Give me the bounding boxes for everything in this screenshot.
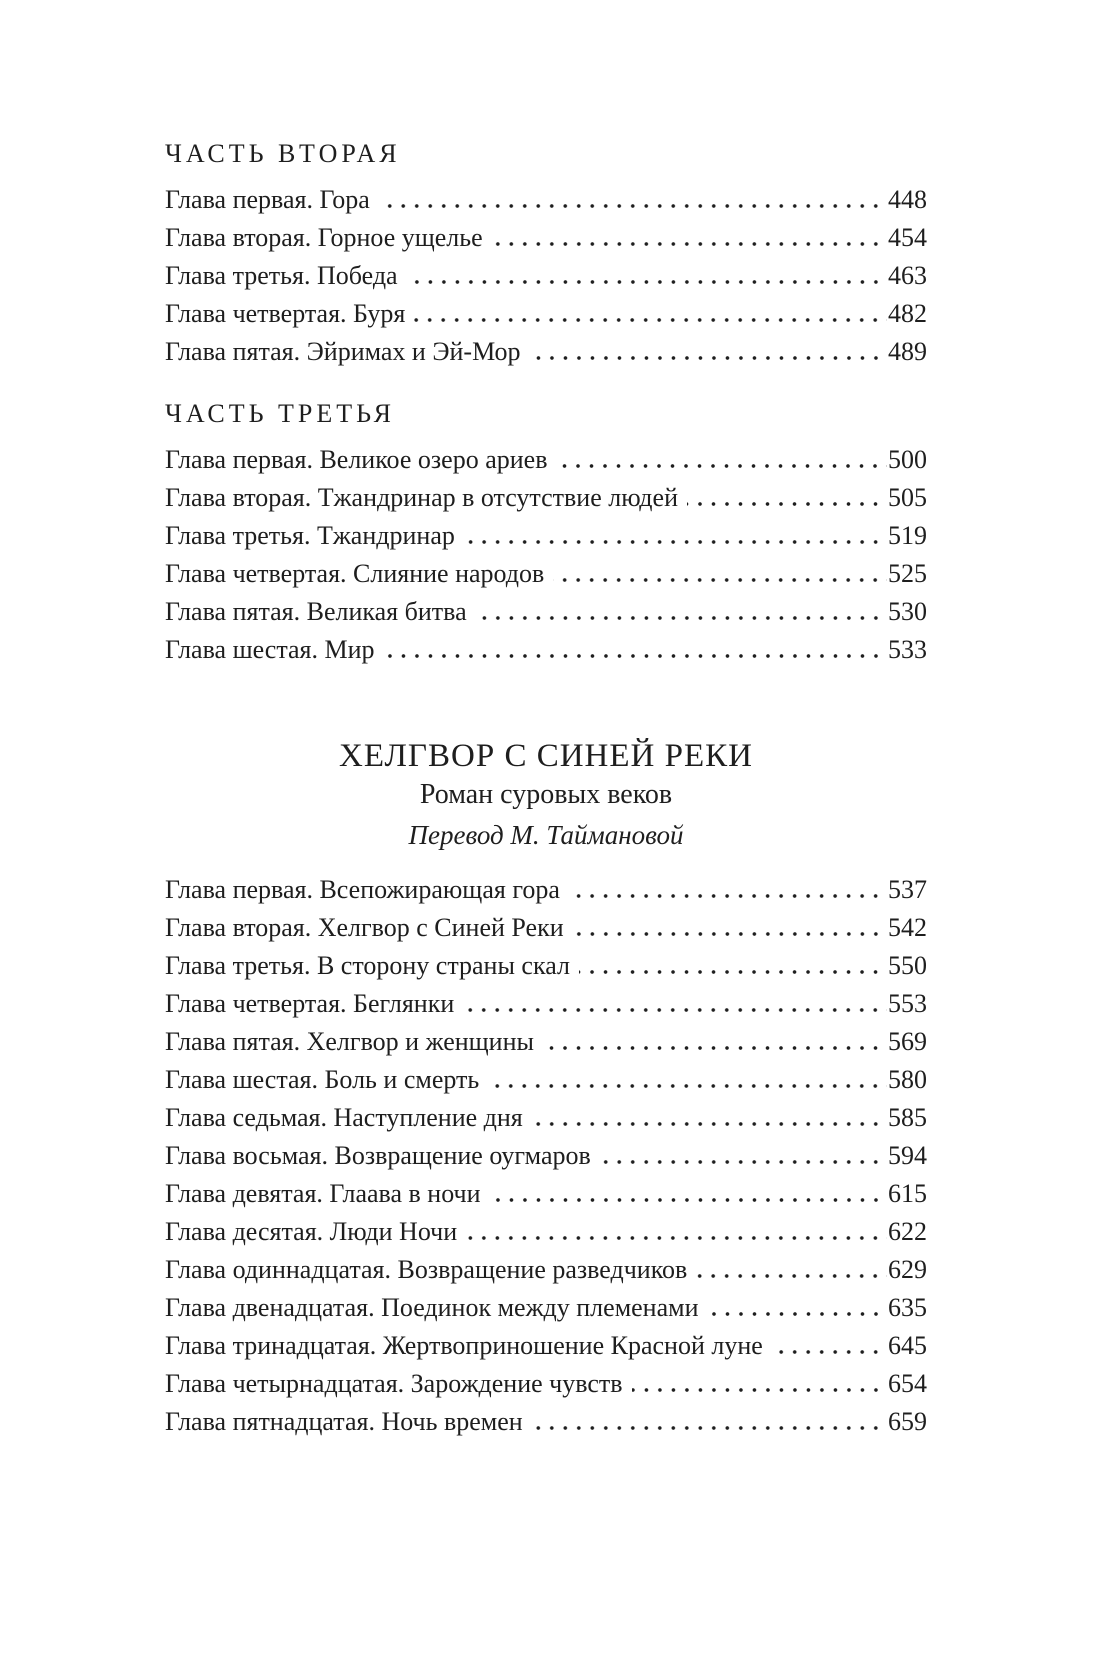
toc-entry bbox=[165, 1061, 927, 1099]
toc-entry-title: Глава седьмая. Наступление дня bbox=[165, 1103, 523, 1132]
toc-entry bbox=[165, 1327, 927, 1365]
dot-leader bbox=[556, 464, 887, 468]
dot-leader bbox=[530, 356, 887, 360]
toc-entry-page: 654 bbox=[888, 1369, 927, 1398]
toc-entry bbox=[165, 947, 927, 985]
toc-entry-title: Глава четвертая. Слияние народов bbox=[165, 559, 545, 588]
toc-entry-title: Глава первая. Великое озеро ариев bbox=[165, 445, 548, 474]
toc-entry bbox=[165, 295, 927, 333]
dot-leader bbox=[696, 1274, 887, 1278]
dot-leader bbox=[488, 1084, 887, 1088]
toc-entry-page: 482 bbox=[888, 299, 927, 328]
toc-entry-title: Глава первая. Гора bbox=[165, 185, 370, 214]
toc-entry-page: 622 bbox=[888, 1217, 927, 1246]
toc-entry-title: Глава шестая. Боль и смерть bbox=[165, 1065, 480, 1094]
toc-entry-title: Глава третья. Победа bbox=[165, 261, 398, 290]
toc-entry-title: Глава двенадцатая. Поединок между племенами bbox=[165, 1293, 699, 1322]
toc-entry-title: Глава вторая. Хелгвор с Синей Реки bbox=[165, 913, 564, 942]
toc-entry-page: 585 bbox=[888, 1103, 927, 1132]
dot-leader bbox=[414, 318, 887, 322]
dot-leader bbox=[579, 970, 887, 974]
section-part-3 bbox=[165, 395, 927, 669]
dot-leader bbox=[553, 578, 887, 582]
dot-leader bbox=[600, 1160, 887, 1164]
toc-entry-page: 635 bbox=[888, 1293, 927, 1322]
dot-leader bbox=[463, 1008, 887, 1012]
dot-leader bbox=[573, 932, 887, 936]
toc-entry bbox=[165, 1403, 927, 1441]
book-translator: Перевод М. Таймановой bbox=[408, 820, 684, 850]
book-heading bbox=[165, 735, 927, 853]
toc-entry bbox=[165, 985, 927, 1023]
book-subtitle: Роман суровых веков bbox=[419, 779, 673, 810]
dot-leader bbox=[466, 1236, 887, 1240]
toc-entry bbox=[165, 479, 927, 517]
toc-entry-title: Глава пятая. Хелгвор и женщины bbox=[165, 1027, 534, 1056]
dot-leader bbox=[407, 280, 887, 284]
toc-entry-title: Глава третья. Тжандринар bbox=[165, 521, 455, 550]
toc-entry bbox=[165, 1213, 927, 1251]
dot-leader bbox=[543, 1046, 887, 1050]
dot-leader bbox=[632, 1388, 887, 1392]
toc-entry-title: Глава пятая. Великая битва bbox=[165, 597, 467, 626]
toc-entry-page: 519 bbox=[888, 521, 927, 550]
toc-entry-title: Глава вторая. Горное ущелье bbox=[165, 223, 483, 252]
dot-leader bbox=[464, 540, 887, 544]
toc-entry bbox=[165, 909, 927, 947]
toc-entry-title: Глава восьмая. Возвращение оугмаров bbox=[165, 1141, 591, 1170]
toc-entry bbox=[165, 441, 927, 479]
dot-leader bbox=[379, 204, 887, 208]
dot-leader bbox=[476, 616, 887, 620]
toc-entry-title: Глава одиннадцатая. Возвращение разведчиков bbox=[165, 1255, 688, 1284]
toc-entry-title: Глава шестая. Мир bbox=[165, 635, 375, 664]
toc-entry-page: 659 bbox=[888, 1407, 927, 1436]
toc-entry-page: 550 bbox=[888, 951, 927, 980]
toc-entry-page: 525 bbox=[888, 559, 927, 588]
dot-leader bbox=[532, 1426, 887, 1430]
toc-entry bbox=[165, 181, 927, 219]
dot-leader bbox=[687, 502, 887, 506]
toc-entry-page: 553 bbox=[888, 989, 927, 1018]
toc-entry bbox=[165, 1099, 927, 1137]
toc-entry-title: Глава четвертая. Беглянки bbox=[165, 989, 455, 1018]
toc-entry bbox=[165, 1289, 927, 1327]
toc-content bbox=[165, 135, 927, 1441]
toc-entry-page: 505 bbox=[888, 483, 927, 512]
toc-entry bbox=[165, 333, 927, 371]
dot-leader bbox=[384, 654, 887, 658]
toc-entry-page: 448 bbox=[888, 185, 927, 214]
toc-entry bbox=[165, 257, 927, 295]
toc-entry bbox=[165, 1175, 927, 1213]
dot-leader bbox=[492, 242, 887, 246]
toc-entry bbox=[165, 871, 927, 909]
toc-entry-page: 542 bbox=[888, 913, 927, 942]
section-header-part-3: ЧАСТЬ ТРЕТЬЯ bbox=[165, 399, 396, 428]
toc-entry-page: 594 bbox=[888, 1141, 927, 1170]
toc-entry-title: Глава четвертая. Буря bbox=[165, 299, 406, 328]
toc-entry bbox=[165, 631, 927, 669]
toc-entry bbox=[165, 219, 927, 257]
toc-entry-title: Глава первая. Всепожирающая гора bbox=[165, 875, 560, 904]
toc-entry-page: 537 bbox=[888, 875, 927, 904]
section-book-chapters bbox=[165, 871, 927, 1441]
toc-entry-title: Глава тринадцатая. Жертвоприношение Красной луне bbox=[165, 1331, 763, 1360]
book-title: ХЕЛГВОР С СИНЕЙ РЕКИ bbox=[339, 738, 753, 774]
toc-entry-title: Глава третья. В сторону страны скал bbox=[165, 951, 570, 980]
toc-entry-title: Глава четырнадцатая. Зарождение чувств bbox=[165, 1369, 623, 1398]
toc-entry bbox=[165, 517, 927, 555]
toc-entry bbox=[165, 1137, 927, 1175]
toc-entry-title: Глава девятая. Глаава в ночи bbox=[165, 1179, 481, 1208]
toc-entry-page: 615 bbox=[888, 1179, 927, 1208]
toc-entry-page: 489 bbox=[888, 337, 927, 366]
dot-leader bbox=[569, 894, 887, 898]
toc-entry-page: 629 bbox=[888, 1255, 927, 1284]
section-part-2 bbox=[165, 135, 927, 371]
toc-entry bbox=[165, 1251, 927, 1289]
dot-leader bbox=[708, 1312, 887, 1316]
toc-entry bbox=[165, 1365, 927, 1403]
toc-entry-title: Глава пятнадцатая. Ночь времен bbox=[165, 1407, 523, 1436]
dot-leader bbox=[772, 1350, 887, 1354]
toc-entry-page: 530 bbox=[888, 597, 927, 626]
toc-entry-page: 580 bbox=[888, 1065, 927, 1094]
toc-entry-title: Глава вторая. Тжандринар в отсутствие людей bbox=[165, 483, 678, 512]
toc-entry-title: Глава пятая. Эйримах и Эй-Мор bbox=[165, 337, 521, 366]
toc-entry-page: 500 bbox=[888, 445, 927, 474]
toc-entry-title: Глава десятая. Люди Ночи bbox=[165, 1217, 458, 1246]
toc-entry-page: 645 bbox=[888, 1331, 927, 1360]
toc-entry-page: 569 bbox=[888, 1027, 927, 1056]
toc-entry-page: 533 bbox=[888, 635, 927, 664]
toc-entry bbox=[165, 1023, 927, 1061]
toc-entry-page: 463 bbox=[888, 261, 927, 290]
toc-entry bbox=[165, 593, 927, 631]
toc-entry-page: 454 bbox=[888, 223, 927, 252]
dot-leader bbox=[532, 1122, 887, 1126]
dot-leader bbox=[490, 1198, 887, 1202]
toc-entry bbox=[165, 555, 927, 593]
section-header-part-2: ЧАСТЬ ВТОРАЯ bbox=[165, 139, 401, 168]
